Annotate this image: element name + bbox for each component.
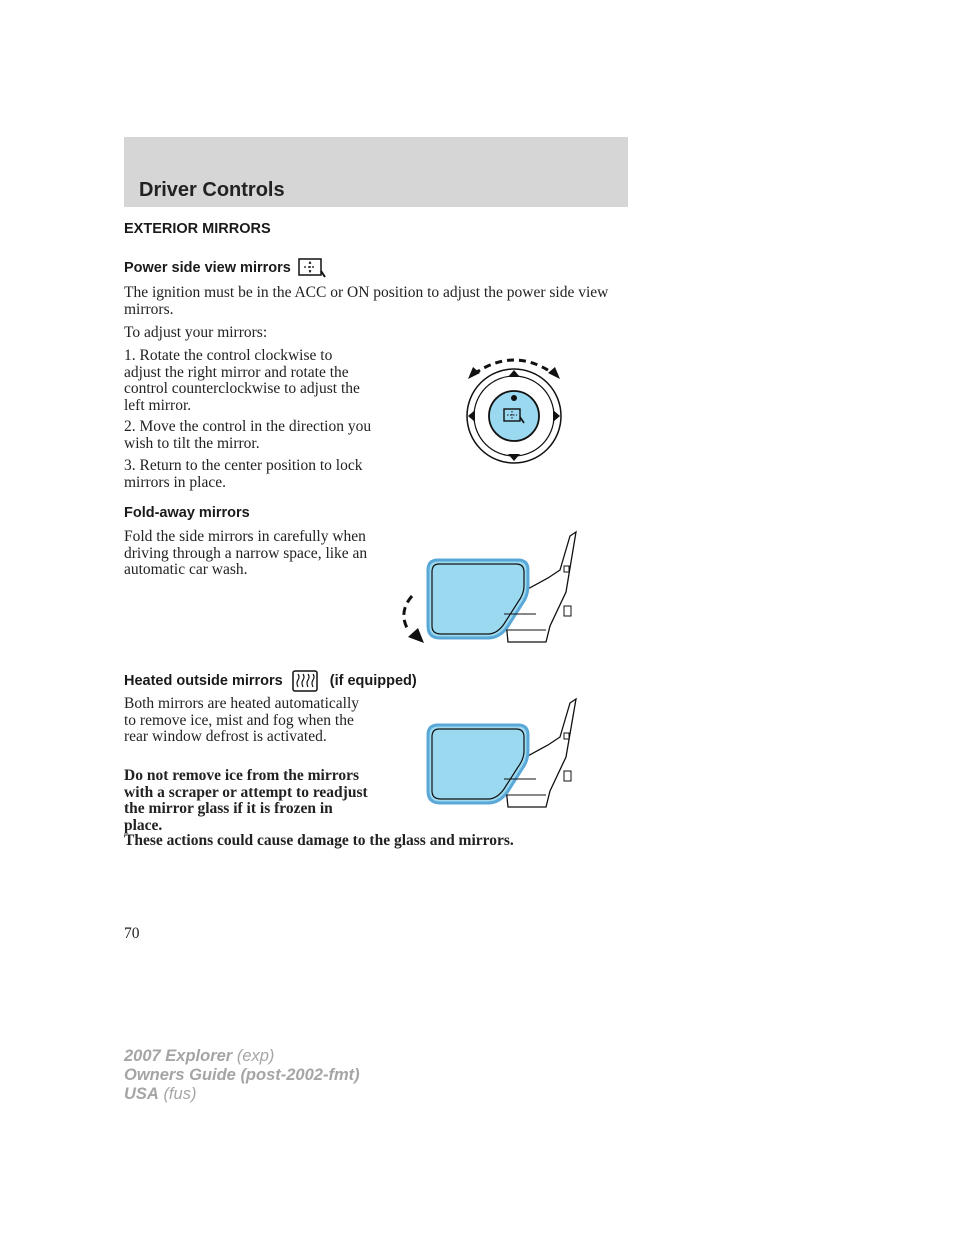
rear-defrost-icon [292,670,318,692]
page-number: 70 [124,925,140,942]
footer-model-code: (exp) [236,1047,275,1065]
footer [124,1047,360,1104]
heated-warning-a: Do not remove ice from the mirrors with a scraper or attempt to readjust the mirror glass if it is frozen in place. [124,767,368,834]
mirror-control-knob-icon [460,350,570,465]
fold-mirrors-title: Fold-away mirrors [124,505,250,521]
footer-market: USA [124,1085,159,1103]
heated-mirrors-title: Heated outside mirrors [124,673,283,689]
power-step-2: 2. Move the control in the direction you wish to tilt the mirror. [124,418,372,452]
page-header-title: Driver Controls [139,179,285,201]
section-title: EXTERIOR MIRRORS [124,221,271,237]
header-band [124,137,628,207]
power-mirror-icon [298,258,326,278]
footer-line-2 [124,1066,360,1085]
heated-mirror-icon [420,697,580,809]
footer-model: 2007 Explorer [124,1047,233,1065]
footer-line-3 [124,1085,360,1104]
power-step-1: 1. Rotate the control clockwise to adjust the right mirror and rotate the control counterclockwise to adjust the left mirror. [124,347,360,414]
power-lead: To adjust your mirrors: [124,324,268,341]
footer-market-code: (fus) [163,1085,197,1103]
power-intro: The ignition must be in the ACC or ON position to adjust the power side view mirrors. [124,284,609,318]
fold-away-mirror-icon [396,530,580,646]
heated-mirrors-heading [124,670,417,692]
power-mirrors-title: Power side view mirrors [124,260,291,276]
footer-guide: Owners Guide (post-2002-fmt) [124,1066,360,1084]
heated-warning-b: These actions could cause damage to the glass and mirrors. [124,832,514,849]
heated-text: Both mirrors are heated automatically to remove ice, mist and fog when the rear window defrost is activated. [124,695,359,745]
heated-mirrors-suffix: (if equipped) [329,673,417,689]
footer-line-1 [124,1047,360,1066]
fold-text: Fold the side mirrors in carefully when driving through a narrow space, like an automatic car wash. [124,528,368,578]
power-step-3: 3. Return to the center position to lock mirrors in place. [124,457,363,491]
power-mirrors-heading [124,258,326,278]
